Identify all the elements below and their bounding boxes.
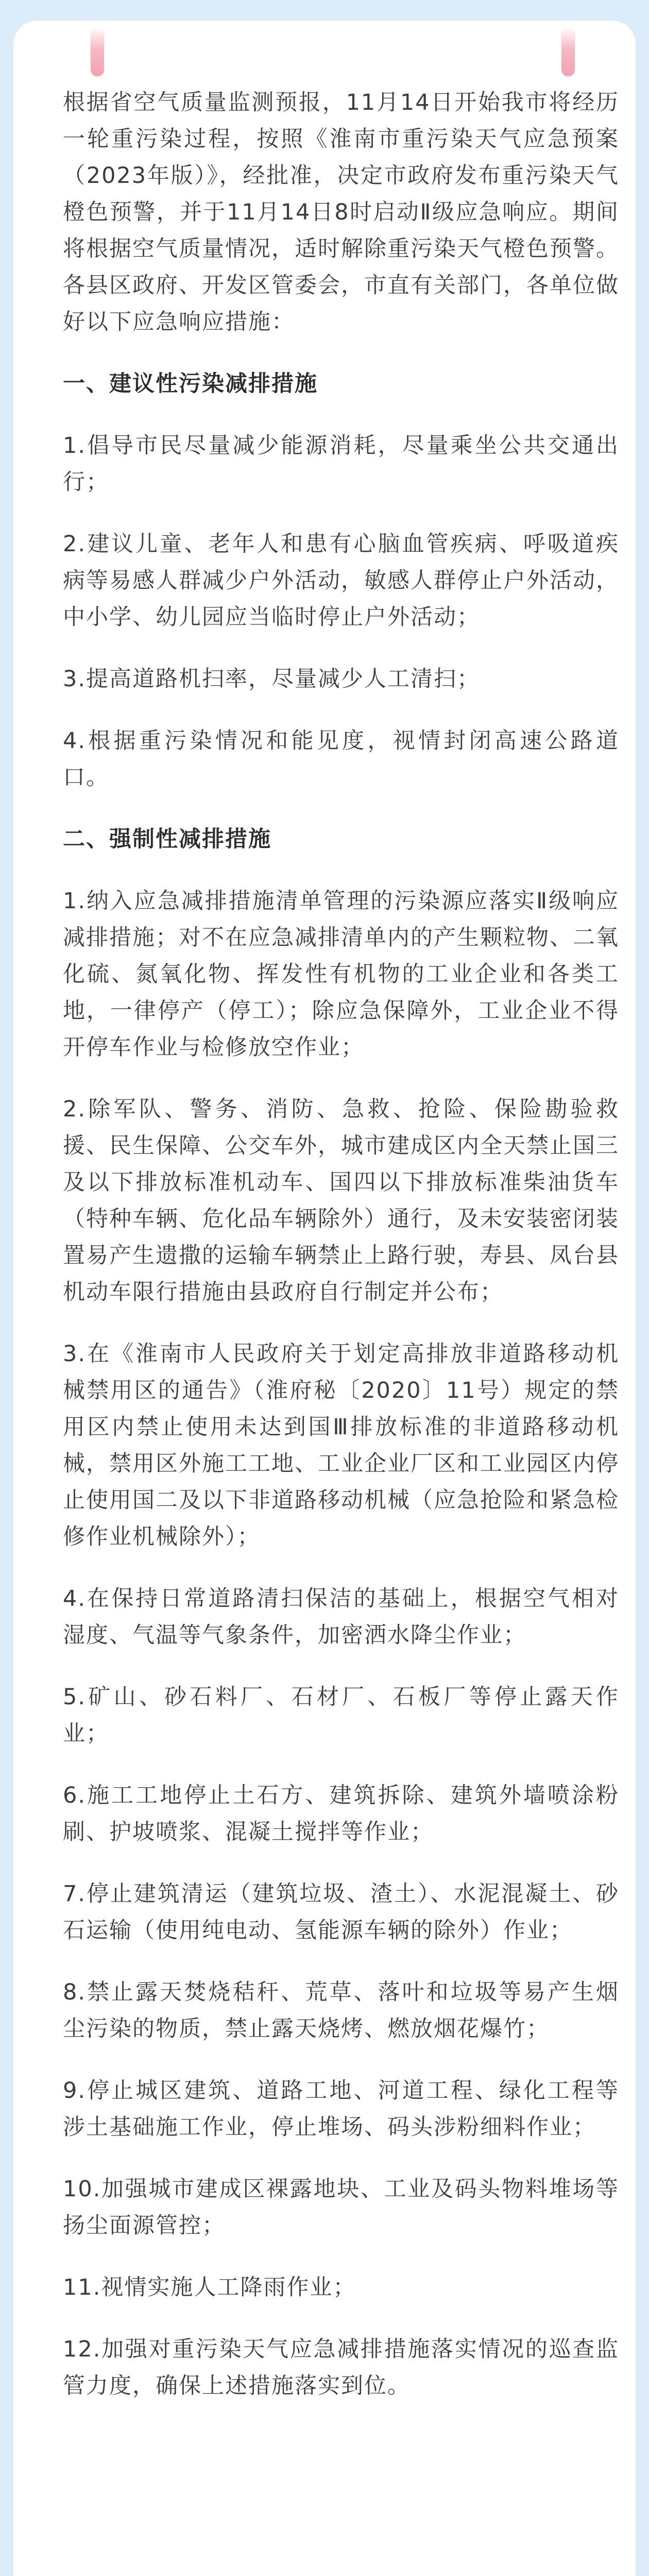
- mandatory-item: 3.在《淮南市人民政府关于划定高排放非道路移动机械禁用区的通告》（淮府秘〔2020〕11号）规定的禁用区内禁止使用未达到国Ⅲ排放标准的非道路移动机械，禁用区外施工工地、工业企业厂区和工业园区内停止使用国二及以下非道路移动机械（应急抢险和紧急检修作业机械除外）；: [63, 1341, 619, 1550]
- mandatory-item: 6.施工工地停止土石方、建筑拆除、建筑外墙喷涂粉刷、护坡喷浆、混凝土搅拌等作业；: [63, 1783, 619, 1845]
- mandatory-item: 5.矿山、砂石料厂、石材厂、石板厂等停止露天作业；: [63, 1684, 619, 1747]
- mandatory-item: 8.禁止露天焚烧秸秆、荒草、落叶和垃圾等易产生烟尘污染的物质，禁止露天烧烤、燃放烟花爆竹；: [63, 1979, 619, 2042]
- mandatory-item: 10.加强城市建成区裸露地块、工业及码头物料堆场等扬尘面源管控；: [63, 2176, 619, 2239]
- advisory-item: 4.根据重污染情况和能见度，视情封闭高速公路道口。: [63, 728, 619, 790]
- advisory-item: 1.倡导市民尽量减少能源消耗，尽量乘坐公共交通出行；: [63, 433, 619, 495]
- advisory-item: 2.建议儿童、老年人和患有心脑血管疾病、呼吸道疾病等易感人群减少户外活动，敏感人群停止户外活动，中小学、幼儿园应当临时停止户外活动；: [63, 531, 619, 630]
- mandatory-item: 7.停止建筑清运（建筑垃圾、渣土）、水泥混凝土、砂石运输（使用纯电动、氢能源车辆的除外）作业；: [63, 1881, 619, 1943]
- article-card: [13, 21, 636, 2576]
- decorative-pin-right: [561, 27, 575, 76]
- advisory-item: 3.提高道路机扫率，尽量减少人工清扫；: [63, 666, 481, 692]
- section-heading-mandatory: 二、强制性减排措施: [63, 826, 271, 852]
- mandatory-item: 4.在保持日常道路清扫保洁的基础上，根据空气相对湿度、气温等气象条件，加密洒水降尘作业；: [63, 1586, 619, 1648]
- decorative-pin-left: [91, 27, 104, 76]
- mandatory-item: 11.视情实施人工降雨作业；: [63, 2275, 356, 2300]
- section-heading-advisory: 一、建议性污染减排措施: [63, 371, 318, 397]
- mandatory-item: 2.除军队、警务、消防、急救、抢险、保险勘验救援、民生保障、公交车外，城市建成区内全天禁止国三及以下排放标准机动车、国四以下排放标准柴油货车（特种车辆、危化品车辆除外）通行，及未安装密闭装置易产生遗撒的运输车辆禁止上路行驶，寿县、凤台县机动车限行措施由县政府自行制定并公布；: [63, 1096, 619, 1305]
- mandatory-item: 12.加强对重污染天气应急减排措施落实情况的巡查监管力度，确保上述措施落实到位。: [63, 2336, 619, 2399]
- article-content: [63, 84, 619, 2430]
- intro-paragraph: 根据省空气质量监测预报，11月14日开始我市将经历一轮重污染过程，按照《淮南市重污染天气应急预案（2023年版）》，经批准，决定市政府发布重污染天气橙色预警，并于11月14日8时启动Ⅱ级应急响应。期间将根据空气质量情况，适时解除重污染天气橙色预警。各县区政府、开发区管委会，市直有关部门，各单位做好以下应急响应措施：: [63, 90, 619, 335]
- mandatory-item: 9.停止城区建筑、道路工地、河道工程、绿化工程等涉土基础施工作业，停止堆场、码头涉粉细料作业；: [63, 2078, 619, 2140]
- mandatory-item: 1.纳入应急减排措施清单管理的污染源应落实Ⅱ级响应减排措施；对不在应急减排清单内的产生颗粒物、二氧化硫、氮氧化物、挥发性有机物的工业企业和各类工地，一律停产（停工）；除应急保障外，工业企业不得开停车作业与检修放空作业；: [63, 888, 619, 1060]
